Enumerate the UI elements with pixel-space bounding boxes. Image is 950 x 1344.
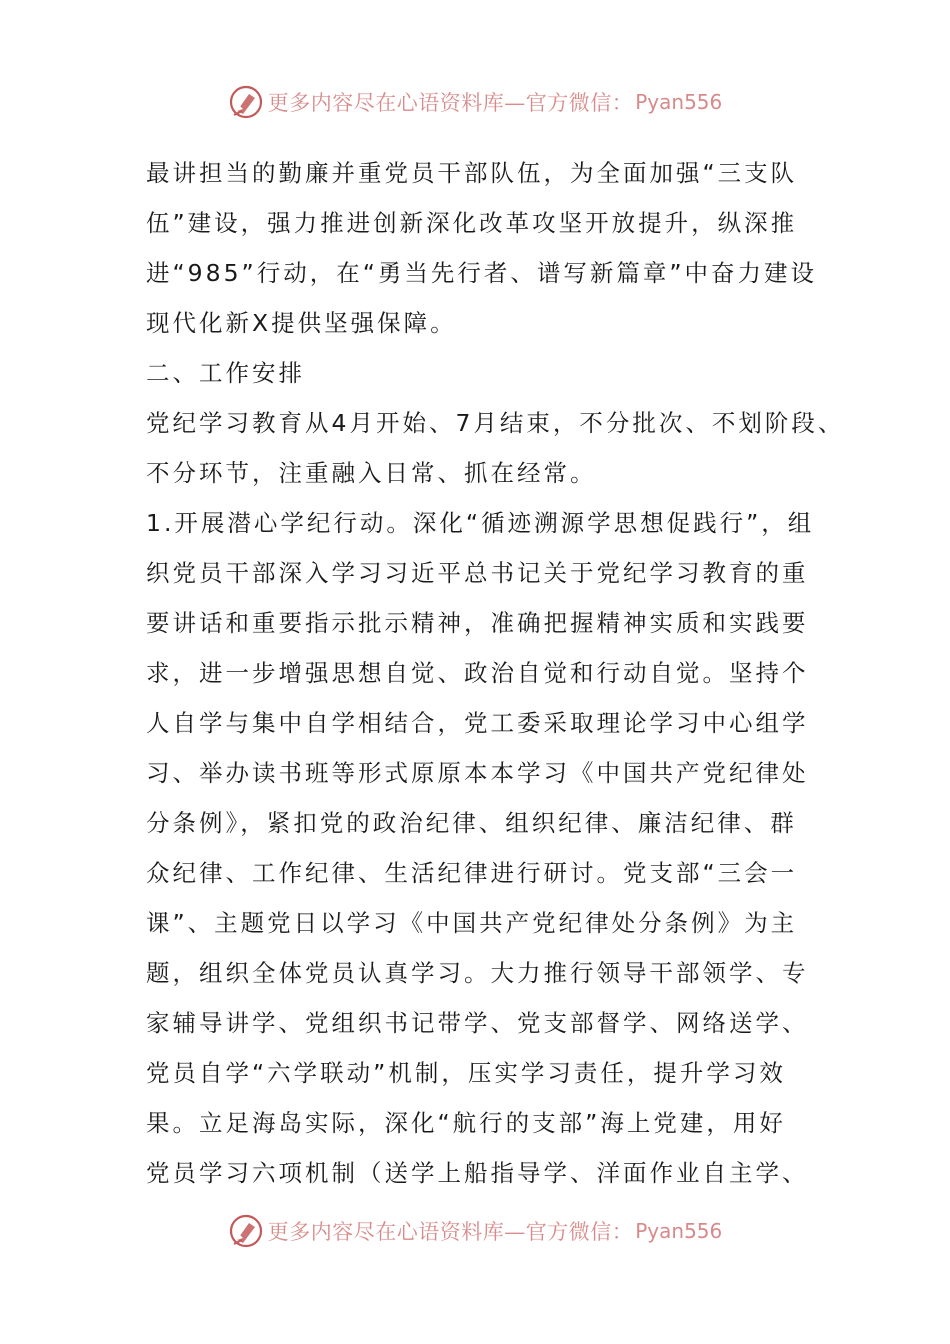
text-line: 党纪学习教育从4月开始、7月结束，不分批次、不划阶段、 (146, 409, 845, 437)
text-line: 现代化新X提供坚强保障。 (146, 309, 457, 337)
text-line: 人自学与集中自学相结合，党工委采取理论学习中心组学 (146, 709, 809, 737)
text-line: 课”、主题党日以学习《中国共产党纪律处分条例》为主 (146, 909, 798, 937)
text-line: 不分环节，注重融入日常、抓在经常。 (146, 459, 597, 487)
text-line: 最讲担当的勤廉并重党员干部队伍，为全面加强“三支队 (146, 159, 798, 187)
text-line: 1.开展潜心学纪行动。深化“循迹溯源学思想促践行”，组 (146, 509, 815, 537)
document-body (146, 148, 845, 1198)
pen-nib-logo-icon (228, 1213, 264, 1249)
text-line: 家辅导讲学、党组织书记带学、党支部督学、网络送学、 (146, 1009, 809, 1037)
text-line: 党员自学“六学联动”机制，压实学习责任，提升学习效 (146, 1059, 786, 1087)
text-line: 进“985”行动，在“勇当先行者、谱写新篇章”中奋力建设 (146, 259, 818, 287)
text-line: 党员学习六项机制（送学上船指导学、洋面作业自主学、 (146, 1159, 809, 1187)
banner-text: 更多内容尽在心语资料库—官方微信： (267, 91, 634, 115)
text-line: 题，组织全体党员认真学习。大力推行领导干部领学、专 (146, 959, 809, 987)
text-line: 求，进一步增强思想自觉、政治自觉和行动自觉。坚持个 (146, 659, 809, 687)
text-line: 织党员干部深入学习习近平总书记关于党纪学习教育的重 (146, 559, 809, 587)
text-line: 伍”建设，强力推进创新深化改革攻坚开放提升，纵深推 (146, 209, 798, 237)
section-heading: 二、工作安排 (146, 359, 305, 387)
pen-nib-logo-icon (228, 84, 264, 120)
text-line: 要讲话和重要指示批示精神，准确把握精神实质和实践要 (146, 609, 809, 637)
text-line: 习、举办读书班等形式原原本本学习《中国共产党纪律处 (146, 759, 809, 787)
wechat-id: Pyan556 (635, 90, 723, 114)
text-line: 众纪律、工作纪律、生活纪律进行研讨。党支部“三会一 (146, 859, 798, 887)
banner-text: 更多内容尽在心语资料库—官方微信： (267, 1220, 634, 1244)
footer-banner (0, 1211, 950, 1251)
wechat-id: Pyan556 (635, 1219, 723, 1243)
text-line: 果。立足海岛实际，深化“航行的支部”海上党建，用好 (146, 1109, 786, 1137)
text-line: 分条例》，紧扣党的政治纪律、组织纪律、廉洁纪律、群 (146, 809, 797, 837)
header-banner (0, 82, 950, 122)
